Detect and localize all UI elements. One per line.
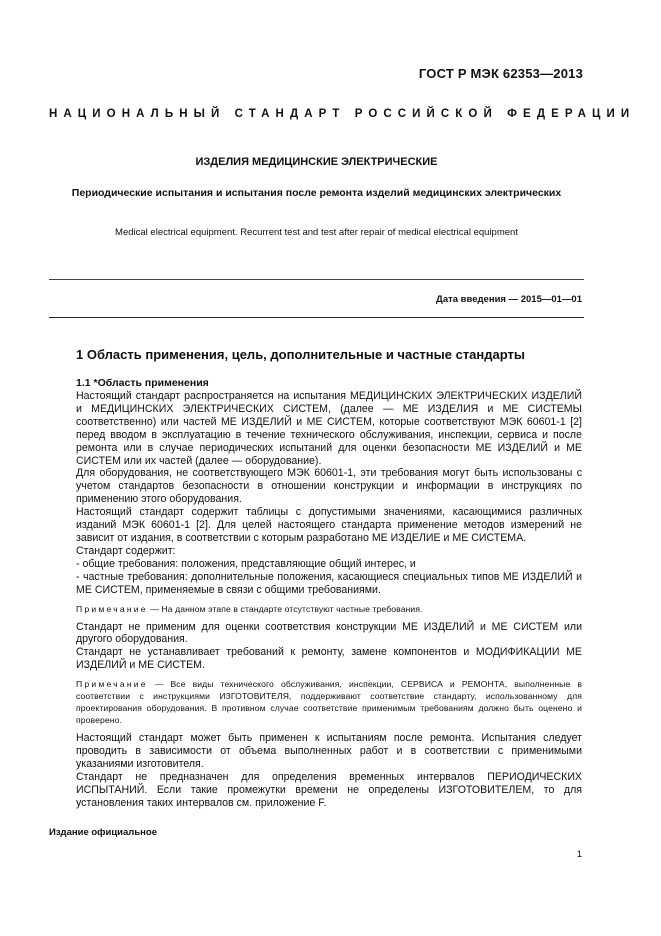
- paragraph: Стандарт содержит:: [76, 544, 176, 557]
- paragraph: Настоящий стандарт содержит таблицы с допустимыми значениями, касающимися различных изданий МЭК 60601-1 [2]. Для целей настоящего стандарта применение методов измерений не зависит от издания, в соответствии с которым разработано МЕ ИЗДЕЛИЕ и МЕ СИСТЕМА.: [76, 506, 582, 544]
- note: [76, 678, 582, 726]
- divider-top: [49, 279, 584, 280]
- list-item: - общие требования: положения, представляющие общий интерес, и: [76, 557, 416, 570]
- official-edition-label: Издание официальное: [49, 827, 157, 838]
- note-text: — На данном этапе в стандарте отсутствуют частные требования.: [147, 603, 423, 614]
- national-standard-banner: НАЦИОНАЛЬНЫЙ СТАНДАРТ РОССИЙСКОЙ ФЕДЕРАЦИИ: [49, 108, 636, 120]
- note: [76, 603, 582, 615]
- note-label: Примечание: [76, 679, 148, 690]
- paragraph: Стандарт не устанавливает требований к ремонту, замене компонентов и МОДИФИКАЦИИ МЕ ИЗДЕЛИЙ и МЕ СИСТЕМ.: [76, 646, 582, 672]
- effective-date: Дата введения — 2015—01—01: [436, 294, 582, 305]
- document-title: ИЗДЕЛИЯ МЕДИЦИНСКИЕ ЭЛЕКТРИЧЕСКИЕ: [195, 156, 438, 168]
- standard-id: ГОСТ Р МЭК 62353—2013: [418, 66, 583, 81]
- section-heading: 1 Область применения, цель, дополнительные и частные стандарты: [76, 347, 525, 362]
- divider-bottom: [49, 317, 584, 318]
- paragraph: Для оборудования, не соответствующего МЭК 60601-1, эти требования могут быть использованы с учетом стандартов безопасности в отношении конструкции и информации в инструкциях по применению этого оборудования.: [76, 467, 582, 506]
- note-text: — Все виды технического обслуживания, инспекции, СЕРВИСА и РЕМОНТА, выполненные в соответствии с инструкциями ИЗГОТОВИТЕЛЯ, поддерживают соответствие стандарту, использованному для проектирования оборудования. В противном случае соответствие применимым требованиям должно быть оценено и проверено.: [76, 679, 582, 726]
- paragraph: Стандарт не применим для оценки соответствия конструкции МЕ ИЗДЕЛИЙ и МЕ СИСТЕМ или другого оборудования.: [76, 620, 582, 646]
- paragraph-text: Настоящий стандарт распространяется на испытания МЕДИЦИНСКИХ ЭЛЕКТРИЧЕСКИХ ИЗДЕЛИЙ и МЕДИЦИНСКИХ ЭЛЕКТРИЧЕСКИХ СИСТЕМ, (далее — МЕ ИЗДЕЛИЯ и МЕ СИСТЕМЫ соответственно) или частей МЕ ИЗДЕЛИЙ и МЕ СИСТЕМ, которые соответствуют МЭК 60601-1 [2] перед вводом в эксплуатацию в течение технического обслуживания, инспекции, сервиса и после ремонта или в случае периодических испытаний для оценки безопасности МЕ ИЗДЕЛИЙ и МЕ СИСТЕМ или их частей (далее — оборудование).: [76, 390, 582, 467]
- note-label: Примечание: [76, 603, 148, 614]
- section-body: [76, 390, 582, 810]
- paragraph: Стандарт не предназначен для определения временных интервалов ПЕРИОДИЧЕСКИХ ИСПЫТАНИЙ. Если такие промежутки времени не определены ИЗГОТОВИТЕЛЕМ, то для установления таких интервалов см. приложение F.: [76, 770, 582, 809]
- list-item: - частные требования: дополнительные положения, касающиеся специальных типов МЕ ИЗДЕЛИЙ и МЕ СИСТЕМ, применяемые в связи с общими требованиями.: [76, 570, 582, 596]
- document-subtitle: Периодические испытания и испытания после ремонта изделий медицинских электрических: [71, 187, 562, 199]
- subsection-heading: 1.1 *Область применения: [76, 377, 209, 389]
- paragraph: Настоящий стандарт может быть применен к испытаниям после ремонта. Испытания следует проводить в зависимости от объема выполненных работ и в соответствии с применимыми указаниями изготовителя.: [76, 732, 582, 770]
- paragraph: [76, 390, 582, 467]
- page-number: 1: [576, 849, 582, 860]
- english-title: Medical electrical equipment. Recurrent test and test after repair of medical electrical equipment: [115, 227, 518, 238]
